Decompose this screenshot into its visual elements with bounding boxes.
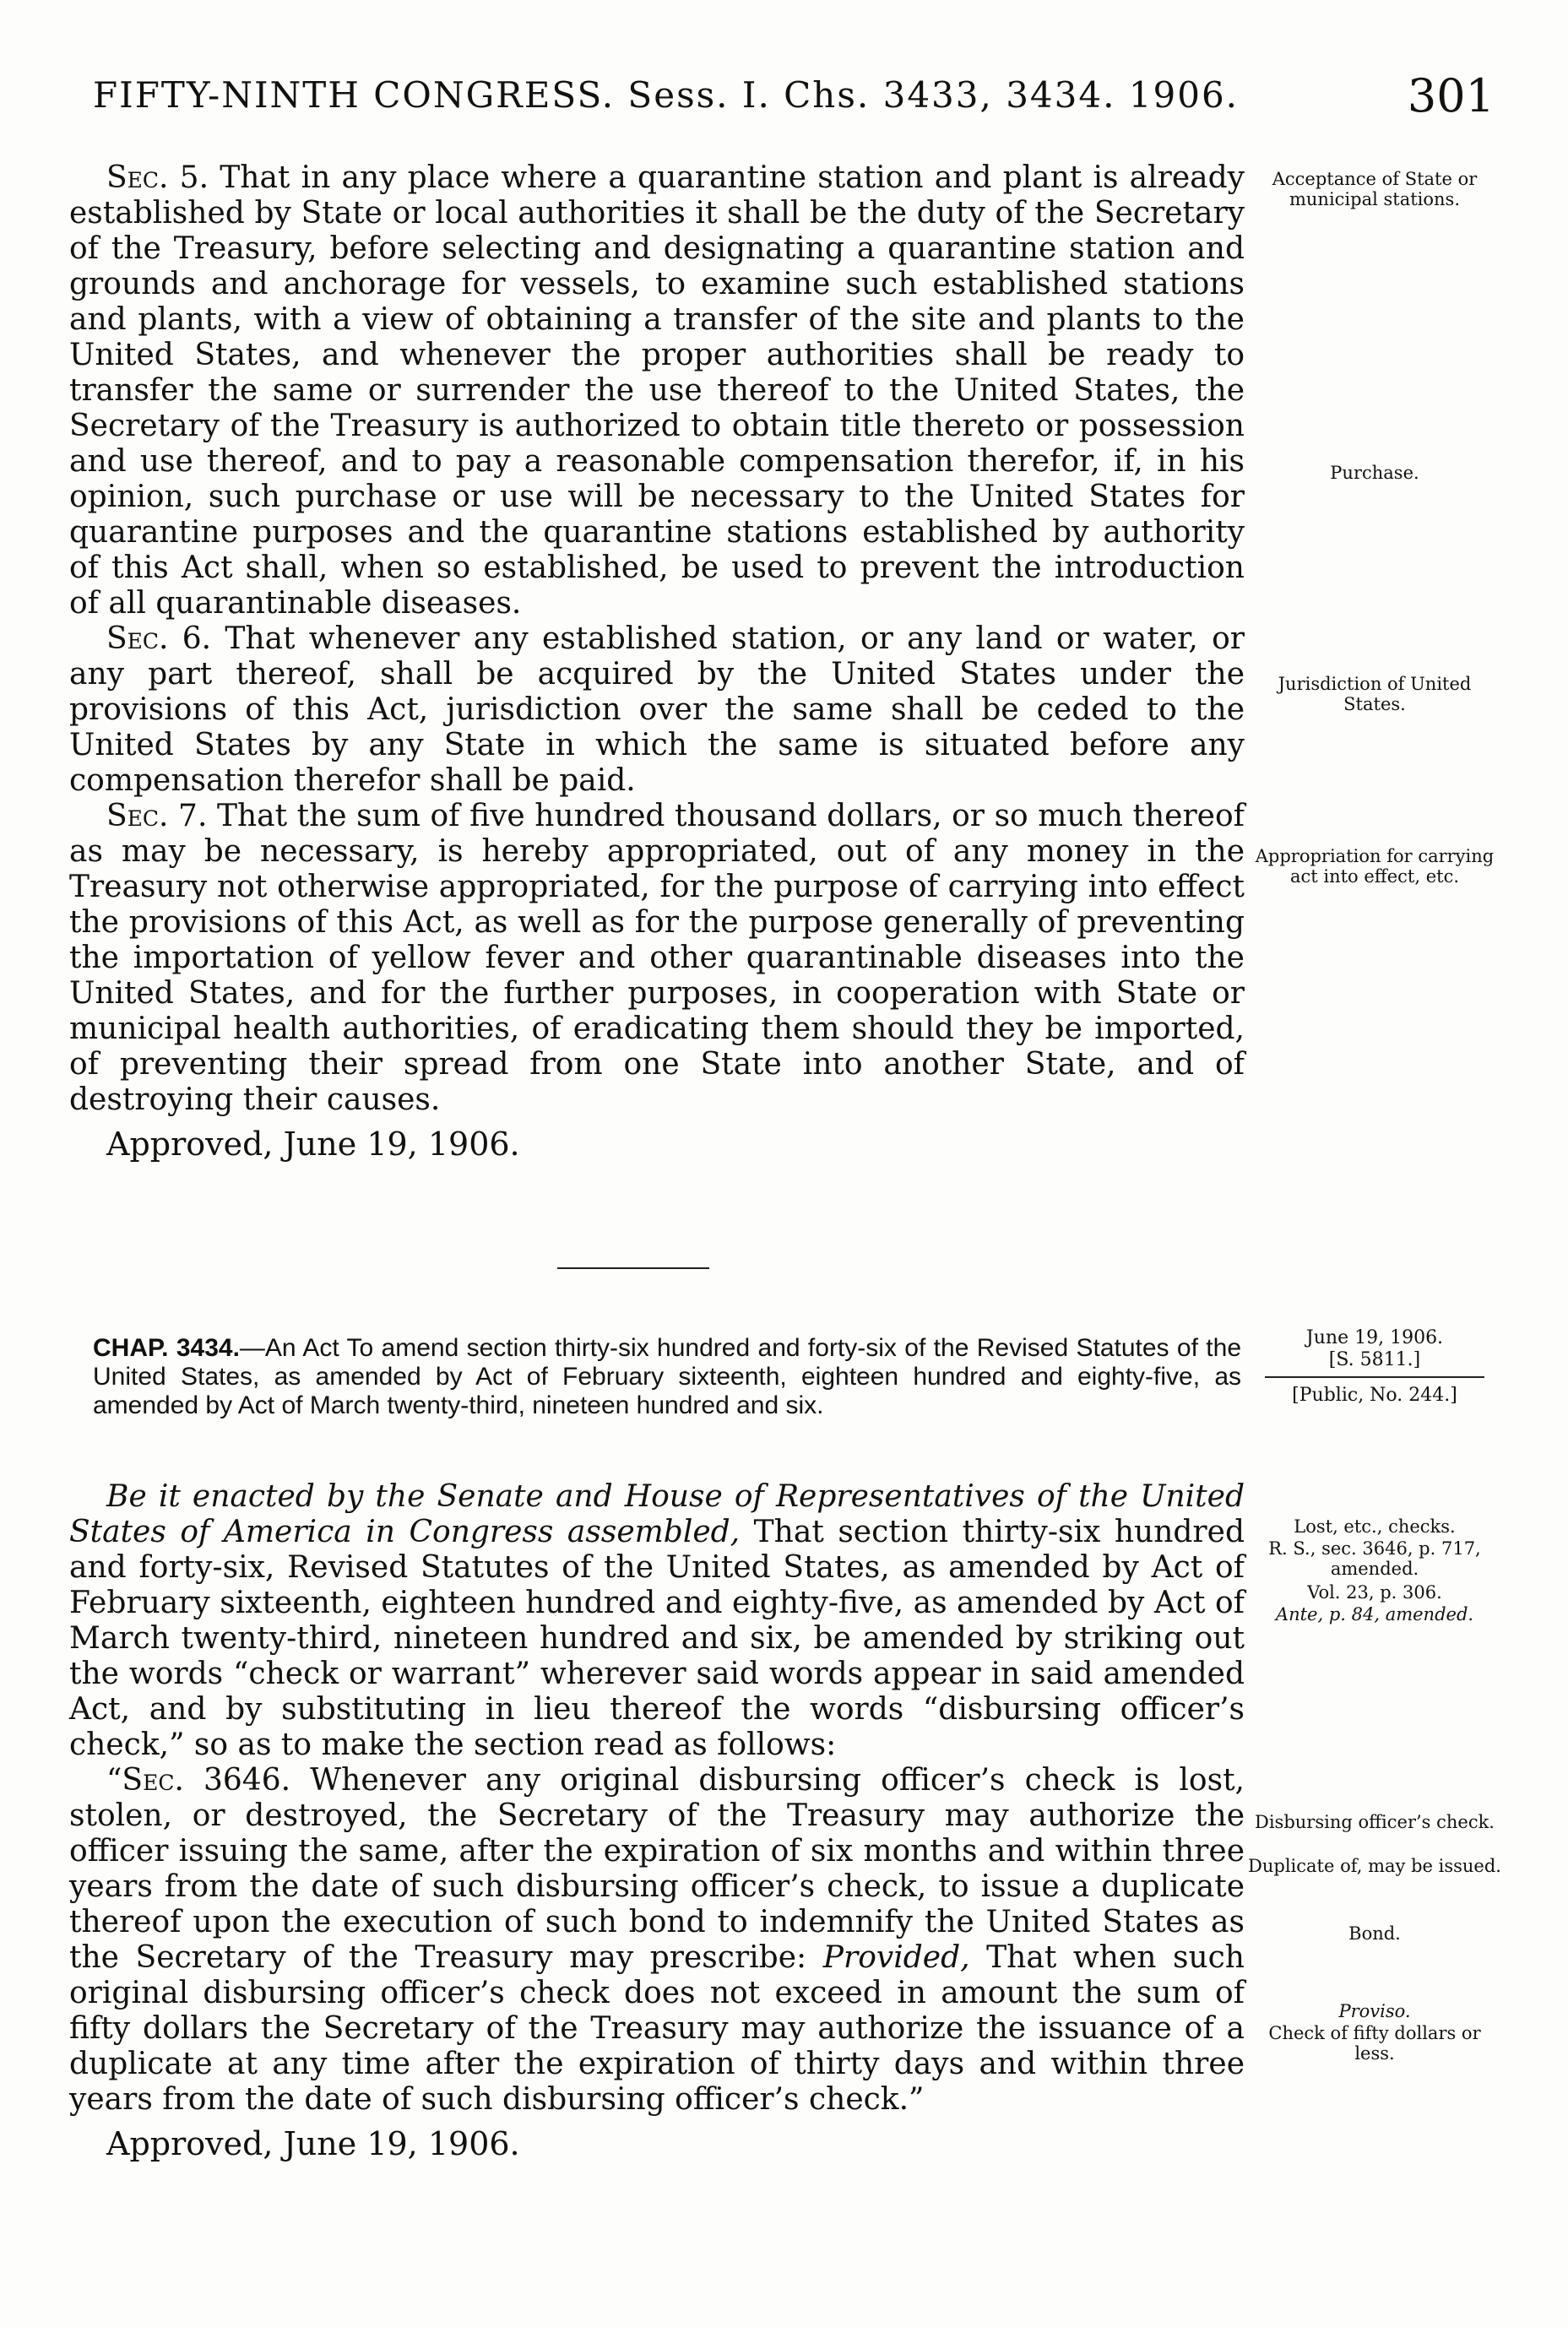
chapter-3434-title: —An Act To amend section thirty-six hundred and forty-six of the Revised Statutes of the United States, as amended by Act of February sixteenth, eighteen hundred and eighty-five, as amended by Act of March twenty-third, nineteen hundred and six. bbox=[93, 1334, 1242, 1419]
margin-note-proviso: Proviso. bbox=[1338, 2001, 1411, 2021]
section-5 bbox=[69, 160, 1245, 621]
chapter-3434-bill: [S. 5811.] bbox=[1328, 1349, 1421, 1370]
enacting-clause bbox=[69, 1479, 1245, 1763]
chapter-3434-text bbox=[69, 1479, 1245, 2162]
page-header bbox=[93, 69, 1495, 125]
proviso-word: Provided, bbox=[822, 1940, 970, 1975]
margin-note-fifty: Check of fifty dollars or less. bbox=[1268, 2023, 1481, 2064]
margin-note-appropriation: Appropriation for carrying act into effect, etc. bbox=[1255, 846, 1495, 887]
section-5-text: That in any place where a quarantine station and plant is already established by State or local authorities it shall be the duty of the Secretary of the Treasury, before selecting and designating a quarantine station and grounds and anchorage for vessels, to examine such established stations and plants, with a view of obtaining a transfer of the site and plants to the United States, and whenever the proper authorities shall be ready to transfer the same or surrender the use thereof to the United States, the Secretary of the Treasury is authorized to obtain title thereto or possession and use thereof, and to pay a reasonable compensation therefor, if, in his opinion, such purchase or use will be necessary to the United States for quarantine purposes and the quarantine stations established by authority of this Act shall, when so established, be used to prevent the introduction of all quarantinable diseases. bbox=[69, 160, 1245, 621]
section-3646-text: Whenever any original disbursing officer’s check is lost, stolen, or destroyed, the Secretary of the Treasury may authorize the officer issuing the same, after the expiration of six months and within three years from the date of such disbursing officer’s check, to issue a duplicate thereof upon the execution of such bond to indemnify the United States as the Secretary of the Treasury may prescribe: bbox=[69, 1763, 1245, 1975]
margin-note-duplicate: Duplicate of, may be issued. bbox=[1248, 1856, 1501, 1876]
chapter-3434-date: June 19, 1906. bbox=[1305, 1327, 1444, 1348]
approval-line-2: Approved, June 19, 1906. bbox=[106, 2125, 520, 2162]
margin-note-lost-checks: Lost, etc., checks. bbox=[1294, 1516, 1456, 1537]
chapter-3434-public: [Public, No. 244.] bbox=[1292, 1385, 1457, 1406]
margin-note-bond: Bond. bbox=[1348, 1923, 1401, 1944]
chapter-3434-heading bbox=[93, 1334, 1241, 1420]
chapter-3434-meta bbox=[1248, 1327, 1501, 1407]
margin-note-acceptance: Acceptance of State or municipal stations. bbox=[1272, 169, 1478, 209]
section-6-label: Sec. 6. bbox=[106, 621, 212, 656]
margin-note-jurisdiction: Jurisdiction of United States. bbox=[1278, 674, 1472, 714]
chapter-3434-label: CHAP. 3434. bbox=[93, 1334, 240, 1362]
chapter-divider bbox=[557, 1267, 709, 1269]
margin-note-rs-ref: R. S., sec. 3646, p. 717, amended. bbox=[1268, 1538, 1481, 1579]
section-7-label: Sec. 7. bbox=[106, 799, 208, 833]
enacting-clause-text: That section thirty-six hundred and forty-six, Revised Statutes of the United States, as amended by Act of February sixteenth, eighteen hundred and eighty-five, as amended by Act of March twenty-third, nineteen hundred and six, be amended by striking out the words “check or warrant” wherever said words appear in said amended Act, and by substituting in lieu thereof the words “disbursing officer’s check,” so as to make the section read as follows: bbox=[69, 1515, 1245, 1762]
meta-rule bbox=[1265, 1376, 1484, 1378]
proviso-text: That when such original disbursing officer’s check does not exceed in amount the sum of fifty dollars the Secretary of the Treasury may authorize the issuance of a duplicate at any time after the expiration of thirty days and within three years from the date of such disbursing officer’s check.” bbox=[69, 1940, 1245, 2117]
margin-note-vol-ref: Vol. 23, p. 306. bbox=[1307, 1582, 1442, 1603]
section-5-label: Sec. 5. bbox=[106, 160, 209, 195]
margin-note-disbursing: Disbursing officer’s check. bbox=[1255, 1812, 1495, 1832]
enacting-clause-italic: Be it enacted by the Senate and House of Representatives of the United States of America in Congress assembled, bbox=[69, 1479, 1245, 1549]
section-7 bbox=[69, 799, 1245, 1118]
running-title: FIFTY-NINTH CONGRESS. Sess. I. Chs. 3433, 3434. 1906. bbox=[93, 74, 1240, 116]
margin-note-purchase: Purchase. bbox=[1330, 463, 1419, 483]
margin-note-ante-ref: Ante, p. 84, amended. bbox=[1275, 1604, 1474, 1625]
chapter-3433-text bbox=[69, 160, 1245, 1162]
section-6-text: That whenever any established station, or any land or water, or any part thereof, shall be acquired by the United States under the provisions of this Act, jurisdiction over the same shall be ceded to the United States by any State in which the same is situated before any compensation therefor shall be paid. bbox=[69, 621, 1245, 798]
page-number: 301 bbox=[1407, 69, 1495, 122]
section-7-text: That the sum of five hundred thousand dollars, or so much thereof as may be necessary, is hereby appropriated, out of any money in the Treasury not otherwise appropriated, for the purpose of carrying into effect the provisions of this Act, as well as for the purpose generally of preventing the importation of yellow fever and other quarantinable diseases into the United States, and for the further purposes, in cooperation with State or municipal health authorities, of eradicating them should they be imported, of preventing their spread from one State into another State, and of destroying their causes. bbox=[69, 799, 1245, 1117]
approval-line: Approved, June 19, 1906. bbox=[106, 1126, 520, 1163]
section-6 bbox=[69, 621, 1245, 799]
section-3646 bbox=[69, 1763, 1245, 2118]
section-3646-label: “Sec. 3646. bbox=[106, 1763, 291, 1798]
